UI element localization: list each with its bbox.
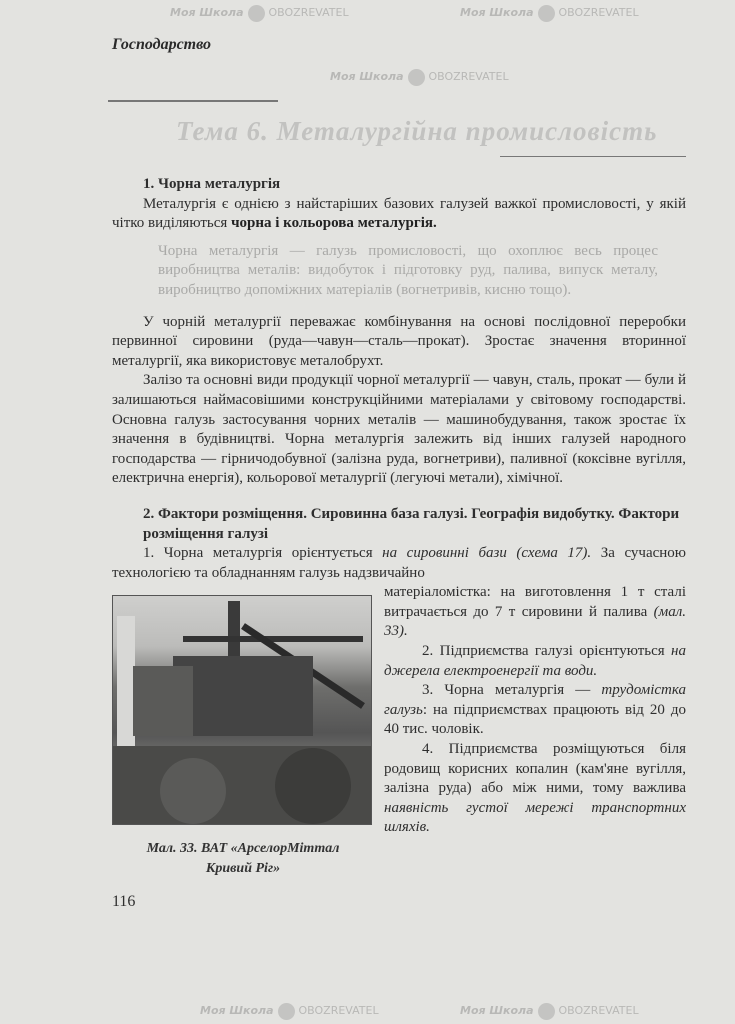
watermark-logo-icon <box>278 1003 295 1020</box>
watermark: Моя Школа OBOZREVATEL <box>460 4 639 22</box>
factor-1-materials: матеріаломістка: на виготовлення 1 т сталі витрачається до 7 т сировини й палива <box>384 584 686 620</box>
watermark: Моя Школа OBOZREVATEL <box>200 1002 379 1020</box>
divider <box>108 100 278 102</box>
factor-2 <box>382 642 686 681</box>
factor-3-rest: : на підприємствах працюють від 20 до 40 тис. чоловік. <box>384 701 686 738</box>
divider <box>500 156 686 158</box>
factor-1-line <box>112 544 686 583</box>
topic-title: Тема 6. Металургійна промисловість <box>176 115 658 146</box>
page-content <box>112 34 686 911</box>
factor-4-text: 4. Підприємства розміщуються біля родовищ корисних копалин (кам'яне вугілля, залізна руда) або між ними, тому важлива <box>384 741 686 797</box>
factor-2-italic: на джерела електроенергії та води. <box>384 643 686 679</box>
steel-plant-illustration <box>113 596 371 824</box>
watermark-logo-icon <box>538 5 555 22</box>
watermark: Моя Школа OBOZREVATEL <box>330 68 509 86</box>
figure-photo-steel-plant <box>112 595 372 825</box>
section-header: Господарство <box>112 36 212 53</box>
caption-line-2: Кривий Ріг» <box>205 861 281 877</box>
watermark-logo-icon <box>248 5 265 22</box>
factor-3-italic: трудомістка галузь <box>384 682 686 718</box>
watermark-logo-icon <box>538 1003 555 1020</box>
factor-3-text: 3. Чорна металургія — <box>422 682 602 699</box>
factor-4 <box>382 740 686 838</box>
factor-4-italic: наявність густої мережі транспортних шляхів. <box>384 799 686 836</box>
page-number: 116 <box>112 893 136 911</box>
watermark-logo-icon <box>408 69 425 86</box>
factor-1-cont: За сучасною технологією та обладнанням галузь надзвичайно <box>112 545 686 581</box>
figure-caption <box>112 839 374 879</box>
intro-text: Металургія є однією з найстаріших базових галузей важкої промисловості, у якій чітко виділяються <box>112 195 686 232</box>
section-1-heading: 1. Чорна металургія <box>143 176 281 192</box>
paragraph-combination: У чорній металургії переважає комбінування на основі послідовної переробки первинної сировини (руда—чавун—сталь—прокат). Зростає значення вторинної металургії, яка використовує металобрухт. <box>112 313 686 369</box>
section-2-heading: 2. Фактори розміщення. Сировинна база галузі. Географія видобутку. Фактори розміщення галузі <box>143 505 680 542</box>
intro-bold: чорна і кольорова металургія. <box>231 215 437 232</box>
factor-1-right <box>382 583 686 642</box>
factor-1-italic: на сировинні бази (схема 17). <box>382 545 592 562</box>
factor-1-text: 1. Чорна металургія орієнтується <box>143 545 383 562</box>
definition-box: Чорна металургія — галузь промисловості, що охоплює весь процес виробництва металів: видобуток і підготовку руд, палива, випуск металу, виробництво допоміжних матеріалів (вогнетривів, кисню тощо). <box>158 242 658 298</box>
figure-ref: (мал. 33). <box>384 603 686 640</box>
caption-line-1: Мал. 33. ВАТ «АрселорМіттал <box>146 841 340 857</box>
intro-paragraph <box>112 195 686 234</box>
paragraph-products: Залізо та основні види продукції чорної металургії — чавун, сталь, прокат — були й залишаються наймасовішими конструкційними матеріалами у світовому господарстві. Основна галузь застосування чорних металів — машинобудування, також зростає їх значення в будівництві. Чорна металургія залежить від інших галузей народного господарства — гірничодобувної (залізна руда, вогнетриви), паливної (коксівне вугілля, електрична енергія), кольорової металургії (легуючі метали), хімічної. <box>112 372 686 487</box>
watermark: Моя Школа OBOZREVATEL <box>460 1002 639 1020</box>
factor-2-text: 2. Підприємства галузі орієнтуються <box>422 643 672 660</box>
figure <box>112 595 374 879</box>
factor-3 <box>382 681 686 740</box>
right-column <box>382 583 686 838</box>
watermark: Моя Школа OBOZREVATEL <box>170 4 349 22</box>
